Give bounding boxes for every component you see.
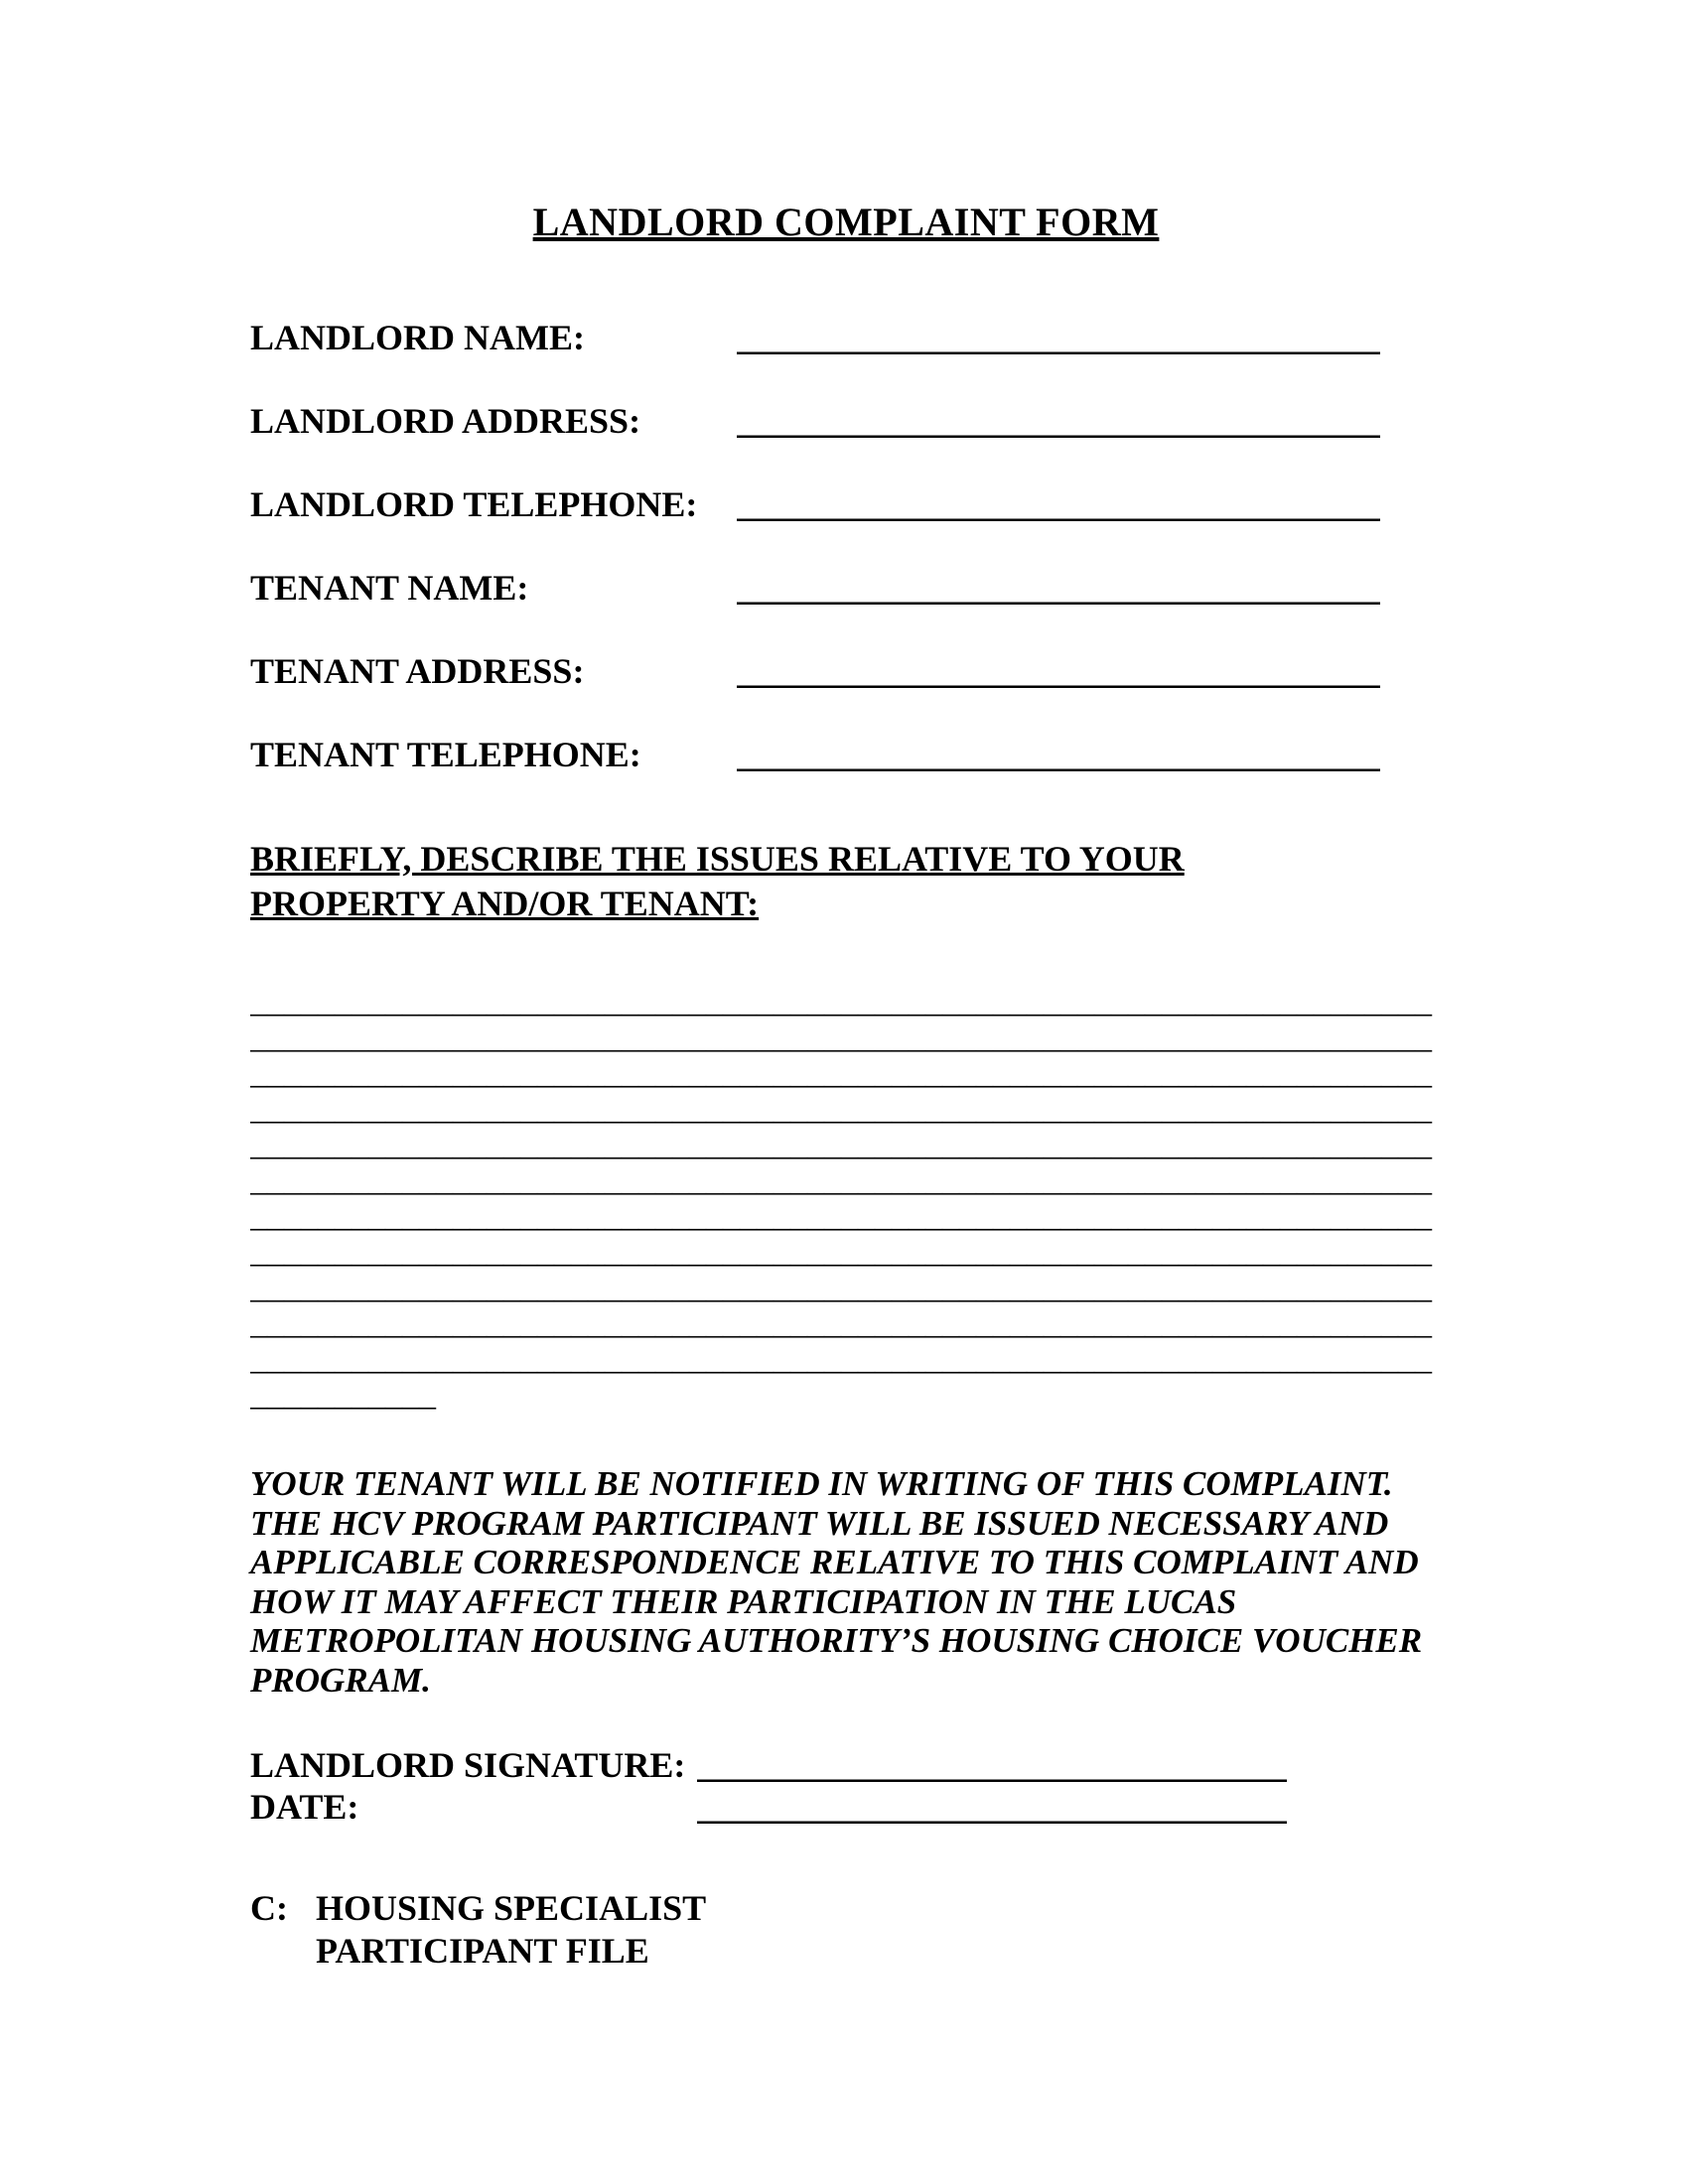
write-line: ______________________________________________________________________ xyxy=(250,1234,1432,1270)
write-line: ______________________________________________________________________ xyxy=(250,1091,1432,1127)
field-row-tenant-telephone xyxy=(250,734,1442,775)
cc-block xyxy=(250,1887,1442,1972)
date-blank-line: _________________________________ xyxy=(697,1786,1287,1827)
write-line: ______________________________________________________________________ xyxy=(250,1127,1432,1162)
landlord-name-blank-line: ____________________________________ xyxy=(737,318,1380,357)
write-line: ______________________________________________________________________ xyxy=(250,1020,1432,1055)
tenant-address-label: TENANT ADDRESS: xyxy=(250,651,585,691)
date-row xyxy=(250,1787,1442,1828)
date-label: DATE: xyxy=(250,1786,359,1827)
landlord-tenant-fields xyxy=(250,317,1442,775)
tenant-name-label: TENANT NAME: xyxy=(250,568,529,608)
write-line: ______________________________________________________________________ xyxy=(250,1341,1432,1377)
cc-recipient-participant-file: PARTICIPANT FILE xyxy=(316,1930,649,1971)
field-row-landlord-name xyxy=(250,317,1442,358)
description-write-in-area xyxy=(250,984,1442,1413)
landlord-telephone-label: LANDLORD TELEPHONE: xyxy=(250,484,698,524)
write-line: ______________________________________________________________________ xyxy=(250,1305,1432,1341)
landlord-signature-blank-line: _________________________________ xyxy=(697,1745,1287,1786)
field-row-landlord-telephone xyxy=(250,483,1442,525)
page-title: LANDLORD COMPLAINT FORM xyxy=(532,200,1160,244)
write-line: ______________________________________________________________________ xyxy=(250,1198,1432,1234)
signature-block xyxy=(250,1745,1442,1828)
landlord-telephone-blank-line: ____________________________________ xyxy=(737,484,1380,524)
notice-paragraph: YOUR TENANT WILL BE NOTIFIED IN WRITING OF THIS COMPLAINT. THE HCV PROGRAM PARTICIPANT WILL BE ISSUED NECESSARY AND APPLICABLE CORRESPONDENCE RELATIVE TO THIS COMPLAINT AND HOW IT MAY AFFECT THEIR PARTICIPATION IN THE LUCAS METROPOLITAN HOUSING AUTHORITY’S HOUSING CHOICE VOUCHER PROGRAM. xyxy=(250,1464,1431,1700)
tenant-name-blank-line: ____________________________________ xyxy=(737,568,1380,608)
field-row-tenant-name xyxy=(250,567,1442,609)
landlord-address-blank-line: ____________________________________ xyxy=(737,401,1380,441)
write-line: ______________________________________________________________________ xyxy=(250,1162,1432,1198)
write-line: ______________________________________________________________________ xyxy=(250,1055,1432,1091)
cc-label: C: xyxy=(250,1888,288,1929)
tenant-address-blank-line: ____________________________________ xyxy=(737,651,1380,691)
landlord-signature-label: LANDLORD SIGNATURE: xyxy=(250,1745,686,1786)
landlord-name-label: LANDLORD NAME: xyxy=(250,318,585,357)
signature-row xyxy=(250,1745,1442,1786)
write-line: ______________________________________________________________________ xyxy=(250,984,1432,1020)
write-line-short: ___________ xyxy=(250,1377,436,1413)
write-line: ______________________________________________________________________ xyxy=(250,1270,1432,1305)
field-row-landlord-address xyxy=(250,400,1442,442)
cc-recipients xyxy=(316,1887,706,1972)
tenant-telephone-blank-line: ____________________________________ xyxy=(737,735,1380,774)
landlord-address-label: LANDLORD ADDRESS: xyxy=(250,401,641,441)
description-heading: BRIEFLY, DESCRIBE THE ISSUES RELATIVE TO YOUR PROPERTY AND/OR TENANT: xyxy=(250,839,1185,923)
field-row-tenant-address xyxy=(250,650,1442,692)
cc-recipient-housing-specialist: HOUSING SPECIALIST xyxy=(316,1888,707,1929)
tenant-telephone-label: TENANT TELEPHONE: xyxy=(250,735,641,774)
